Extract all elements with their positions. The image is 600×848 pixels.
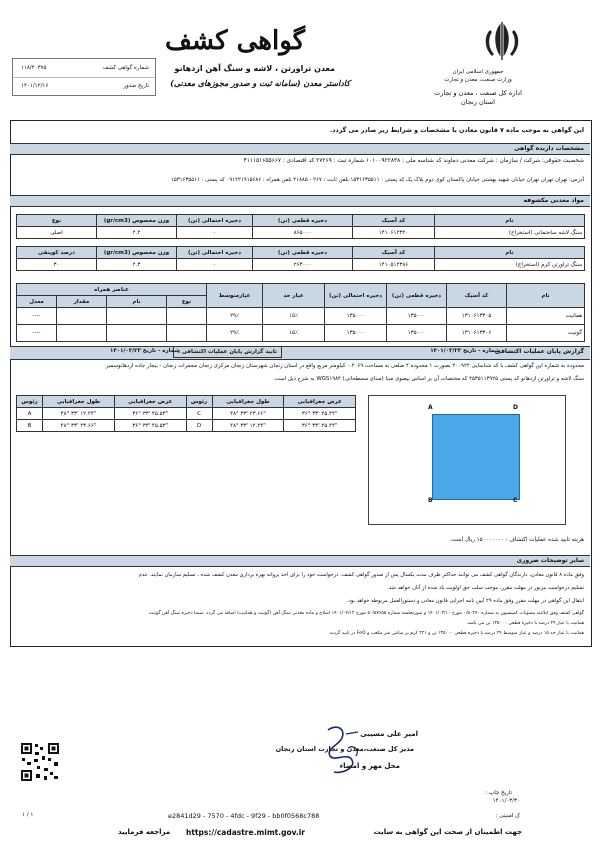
ministry-line-2: وزارت صنعت، معدن و تجارت [444, 77, 512, 83]
col-header: وزن مخصوص (gr/cm3) [97, 215, 177, 227]
section-minerals: مواد معدنی مکشوفه [10, 195, 590, 207]
exploration-paragraph-1: محدوده به شماره این گواهی کشف با کد شناسایی ۲۰۰۹۲۲ بصورت ۱ محدوده ۴ ضلعی به مساحت ۰.۲۰۶۹ کیلومتر مربع واقع در استان زنجان شهرستان زنجان مرکزی زنجان مجمرات زنجان - بیجار جاده ازدهانوسمیر [105, 363, 584, 369]
vertex-label-d: D [513, 404, 518, 411]
col-header: درصد کوپنفی [17, 247, 97, 259]
coordinate-table: عرض جغرافیایی طول جغرافیایی رئوس عرض جغرافیایی طول جغرافیایی رئوس ۳۶° ۳۳' ۲۵.۴۴" ۴۸° ۳۳' ۲۳.۶۶" C ۳۶° ۳۳' ۴۵.۵۳" ۴۸° ۳۳' ۱۲.۲۴" A ۳۶° ۳۳' ۲۵.۴۴" ۴۸° ۳۳' ۱۲.۲۴" D ۳۶° ۳۳' ۴۵.۵۳" ۴۸° ۳۳' ۲۳.۶۶" B [16, 395, 356, 432]
col-header: ذخیره احتمالی (تن) [177, 247, 253, 259]
note-line: هماتیت با عیار ۲۹ درصد با ذخیره قطعی ۱۳۵۰۰۰ تن می باشد. [466, 621, 584, 626]
verify-link[interactable]: https://cadastre.mimt.gov.ir [186, 828, 305, 837]
col-header: ذخیره قطعی (تن) [253, 215, 353, 227]
iran-emblem-icon [472, 18, 532, 66]
mineral-table-2 [16, 246, 585, 271]
table-row: ۳۶° ۳۳' ۲۵.۴۴" ۴۸° ۳۳' ۲۳.۶۶" C ۳۶° ۳۳' ۴۵.۵۳" ۴۸° ۳۳' ۱۲.۲۴" A [17, 408, 356, 420]
table-row: هماتیت ۱۳۱۰۶۱۳۳۰۵ ۱۳۵۰۰۰ ۱۳۵۰۰۰ ۱۵٪ ۲۹٪ ---- [17, 308, 585, 325]
print-date-value: ۱۴۰۱/۰۳/۳۰ [492, 798, 520, 804]
vertex-label-c: C [513, 497, 518, 504]
signer-name: امیر علی مسیبی [360, 730, 418, 738]
security-code: e2841d29 - 7570 - 4fdc - 9f29 - bb0f0568c788 [168, 812, 320, 820]
table-row: سنگ تراورتن کرم (استخراج) ۱۴۱۰۵۱۲۳۸۶ ۲۶۳۰۰۰ ۰ ۲.۳ ۳۰ [17, 259, 585, 271]
print-date-label: تاریخ چاپ : [485, 790, 512, 796]
col-header: وزن مخصوص (gr/cm3) [97, 247, 177, 259]
element-table: نام کد آسیک ذخیره قطعی (تن) ذخیره احتمالی (تن) عیار حد عیارمتوسط عناصر همراه نوع نام مقدار معدل هماتیت ۱۳۱۰۶۱۳۳۰۵ ۱۳۵۰۰۰ ۱۳۵۰۰۰ ۱۵٪ ۲۹٪ ---- گوتیت ۱۳۱۰۶۱۳۳۰۶ ۱۳۵۰۰۰ ۱۳۵۰۰۰ ۱۵٪ ۲۹٪ ---- [16, 283, 585, 342]
cadastre-signature-line: کاداستر معدن (سامانه ثبت و صدور مجوزهای معدنی) [170, 78, 350, 88]
ministry-line-1: جمهوری اسلامی ایران [452, 69, 504, 75]
license-polygon [432, 414, 520, 500]
col-header: نام [435, 247, 585, 259]
note-line: گواهی کشف وفق ابلاغیه مصوبات کمیسیون به شماره ۰/۵۰۲۷۰ مورخ ۱۴۰۱/۰۳/۱۰ و صورتجلسه شماره ۵۰/۵۷۶۵۵ مورخ ۱۴۰۱/۰۴/۱۲ اصلاح و ماده معدنی سنگ آهن (گوتیت و هماتیت) اضافه می گردد. ضمنا ذخیره سنگ آهن گوتیت [148, 611, 584, 616]
holder-line-1: شخصیت حقوقی: شرکت / سازمان : شرکت معدنی دماوند کد شناسه ملی : ۱۰۱۰۰۹۲۲۸۳۸ شماره ثبت : ۲۷۲۶۹ کد اقتصادی : ۴۱۱۱۵۱۶۵۵۶۶۷ [243, 158, 584, 164]
verify-text: جهت اطمینان از صحت این گواهی به سایت [373, 828, 522, 836]
table-row: سنگ لاشه ساختمانی (استخراج) ۱۴۱۰۶۱۲۳۲۰ ۸۶۵۰۰۰ ۰ ۲.۲ اصلی [17, 227, 585, 239]
exploration-approval-label: تایید گزارش پایان عملیات اکتشافی : [173, 346, 282, 358]
note-line: تسلیم درخواست مزبور در مهلت مقرر، موجب سلب حق اولویت یاد شده از آنان خواهد شد. [387, 585, 584, 591]
note-line: انتقال این گواهی در مهلت مقرر وفق ماده ۲۹ آیین نامه اجرایی قانون معادن و دستورالعمل مربوطه خواهد بود. [346, 598, 584, 604]
holder-line-2: آدرس: تهران تهران تهران خیابان شهید بهشتی خیابان پاکستان کوی دوم پلاک یک کد پستی : ۱۵۳۱۶۳۵۵۱۱ تلفن ثابت : ۲۶۷ - ۲۱۸۸۵ تلفن همراه : ۰۹۱۲۲۱۹۱۵۶۸۶ کد پستی : ۱۵۳۱۶۳۵۵۱۱ [170, 177, 584, 183]
intro-text: این گواهی به موجب ماده ۷ قانون معادن با مشخصات و شرایط زیر صادر می گردد. [329, 127, 584, 134]
mine-name: معدن تراورتن ، لاشه و سنگ آهن ازدهانو [174, 64, 335, 73]
seal-label: محل مهر و امضاء [339, 762, 400, 770]
exploration-right-value: شماره - تاریخ ۱۴۰۱/۰۳/۲۳ [430, 348, 500, 354]
cert-no-label: شماره گواهی کشف [102, 65, 149, 71]
exploration-paragraph-2: سنگ لاشه و تراورتن ازدهانو کد پستی ۴۵۳۵۱۱۳۹۲۵ که مختصات آن بر اساس بیضوی مبنا (مبنای مسطحاتی) WGS۱۹۸۴ به شرح ذیل است. [273, 376, 584, 382]
col-header: کد آسیک [353, 247, 435, 259]
vertex-label-a: A [428, 404, 433, 411]
note-line: هماتیت با عیار حد ۱۵ درصد و عیار متوسط ۲۹ درصد با ذخیره قطعی ۱۳۵۰۰۰ تن و ۲۲۱ کرم بر سانتی متر مکعب و FeO در تایید گردید. [328, 631, 584, 636]
ministry-line-4: استان زنجان [461, 98, 495, 106]
ministry-line-3: اداره کل صنعت ، معدن و تجارت [434, 89, 522, 97]
page-title: گواهی کشف [165, 26, 305, 56]
vertex-label-b: B [428, 497, 433, 504]
note-line: وفق ماده ۸ قانون معادن، دارندگان گواهی کشف می توانند حداکثر ظرف مدت یکسال پس از صدور گواهی کشف، درخواست خود را برای اخذ پروانه بهره برداری معدن کشف شده ، تسلیم سازمان نمایند. عدم [138, 572, 584, 578]
verify-suffix: مراجعه فرمایید [118, 828, 171, 836]
accompanying-elements-header: عناصر همراه [17, 284, 207, 296]
security-code-label: ک امنیتی : [495, 813, 520, 819]
issue-date-label: تاریخ صدور [123, 83, 149, 89]
section-other-notes: سایر توضیحات ضروری [10, 555, 590, 567]
section-holder: مشخصات دارنده گواهی [10, 143, 590, 155]
signer-title: مدیر کل صنعت،معدن و تجارت استان زنجان [275, 745, 414, 753]
approved-cost-line: هزینه تایید شده عملیات اکتشاف : ۱۵۰۰۰۰۰۰۰ ریال است. [449, 537, 584, 543]
exploration-approval-value: شماره - تاریخ ۱۴۰۱/۰۳/۲۳ [110, 348, 180, 354]
cert-no-value: ۱۱۸/۴۰۳۷۵ [21, 65, 47, 71]
col-header: کد آسیک [353, 215, 435, 227]
section-exploration: گزارش پایان عملیات اکتشافی [10, 346, 590, 360]
qr-code-icon [20, 742, 60, 782]
col-header: ذخیره قطعی (تن) [253, 247, 353, 259]
table-row: ۳۶° ۳۳' ۲۵.۴۴" ۴۸° ۳۳' ۱۲.۲۴" D ۳۶° ۳۳' ۴۵.۵۳" ۴۸° ۳۳' ۲۳.۶۶" B [17, 420, 356, 432]
certificate-info-box [12, 58, 156, 96]
page-number: ۱ / ۱ [22, 812, 34, 818]
table-row: گوتیت ۱۳۱۰۶۱۳۳۰۶ ۱۳۵۰۰۰ ۱۳۵۰۰۰ ۱۵٪ ۲۹٪ ---- [17, 325, 585, 342]
col-header: نام [435, 215, 585, 227]
issue-date-value: ۱۴۰۱/۱۲/۱۶ [21, 83, 49, 89]
mineral-table-1 [16, 214, 585, 239]
col-header: ذخیره احتمالی (تن) [177, 215, 253, 227]
col-header: نوع [17, 215, 97, 227]
